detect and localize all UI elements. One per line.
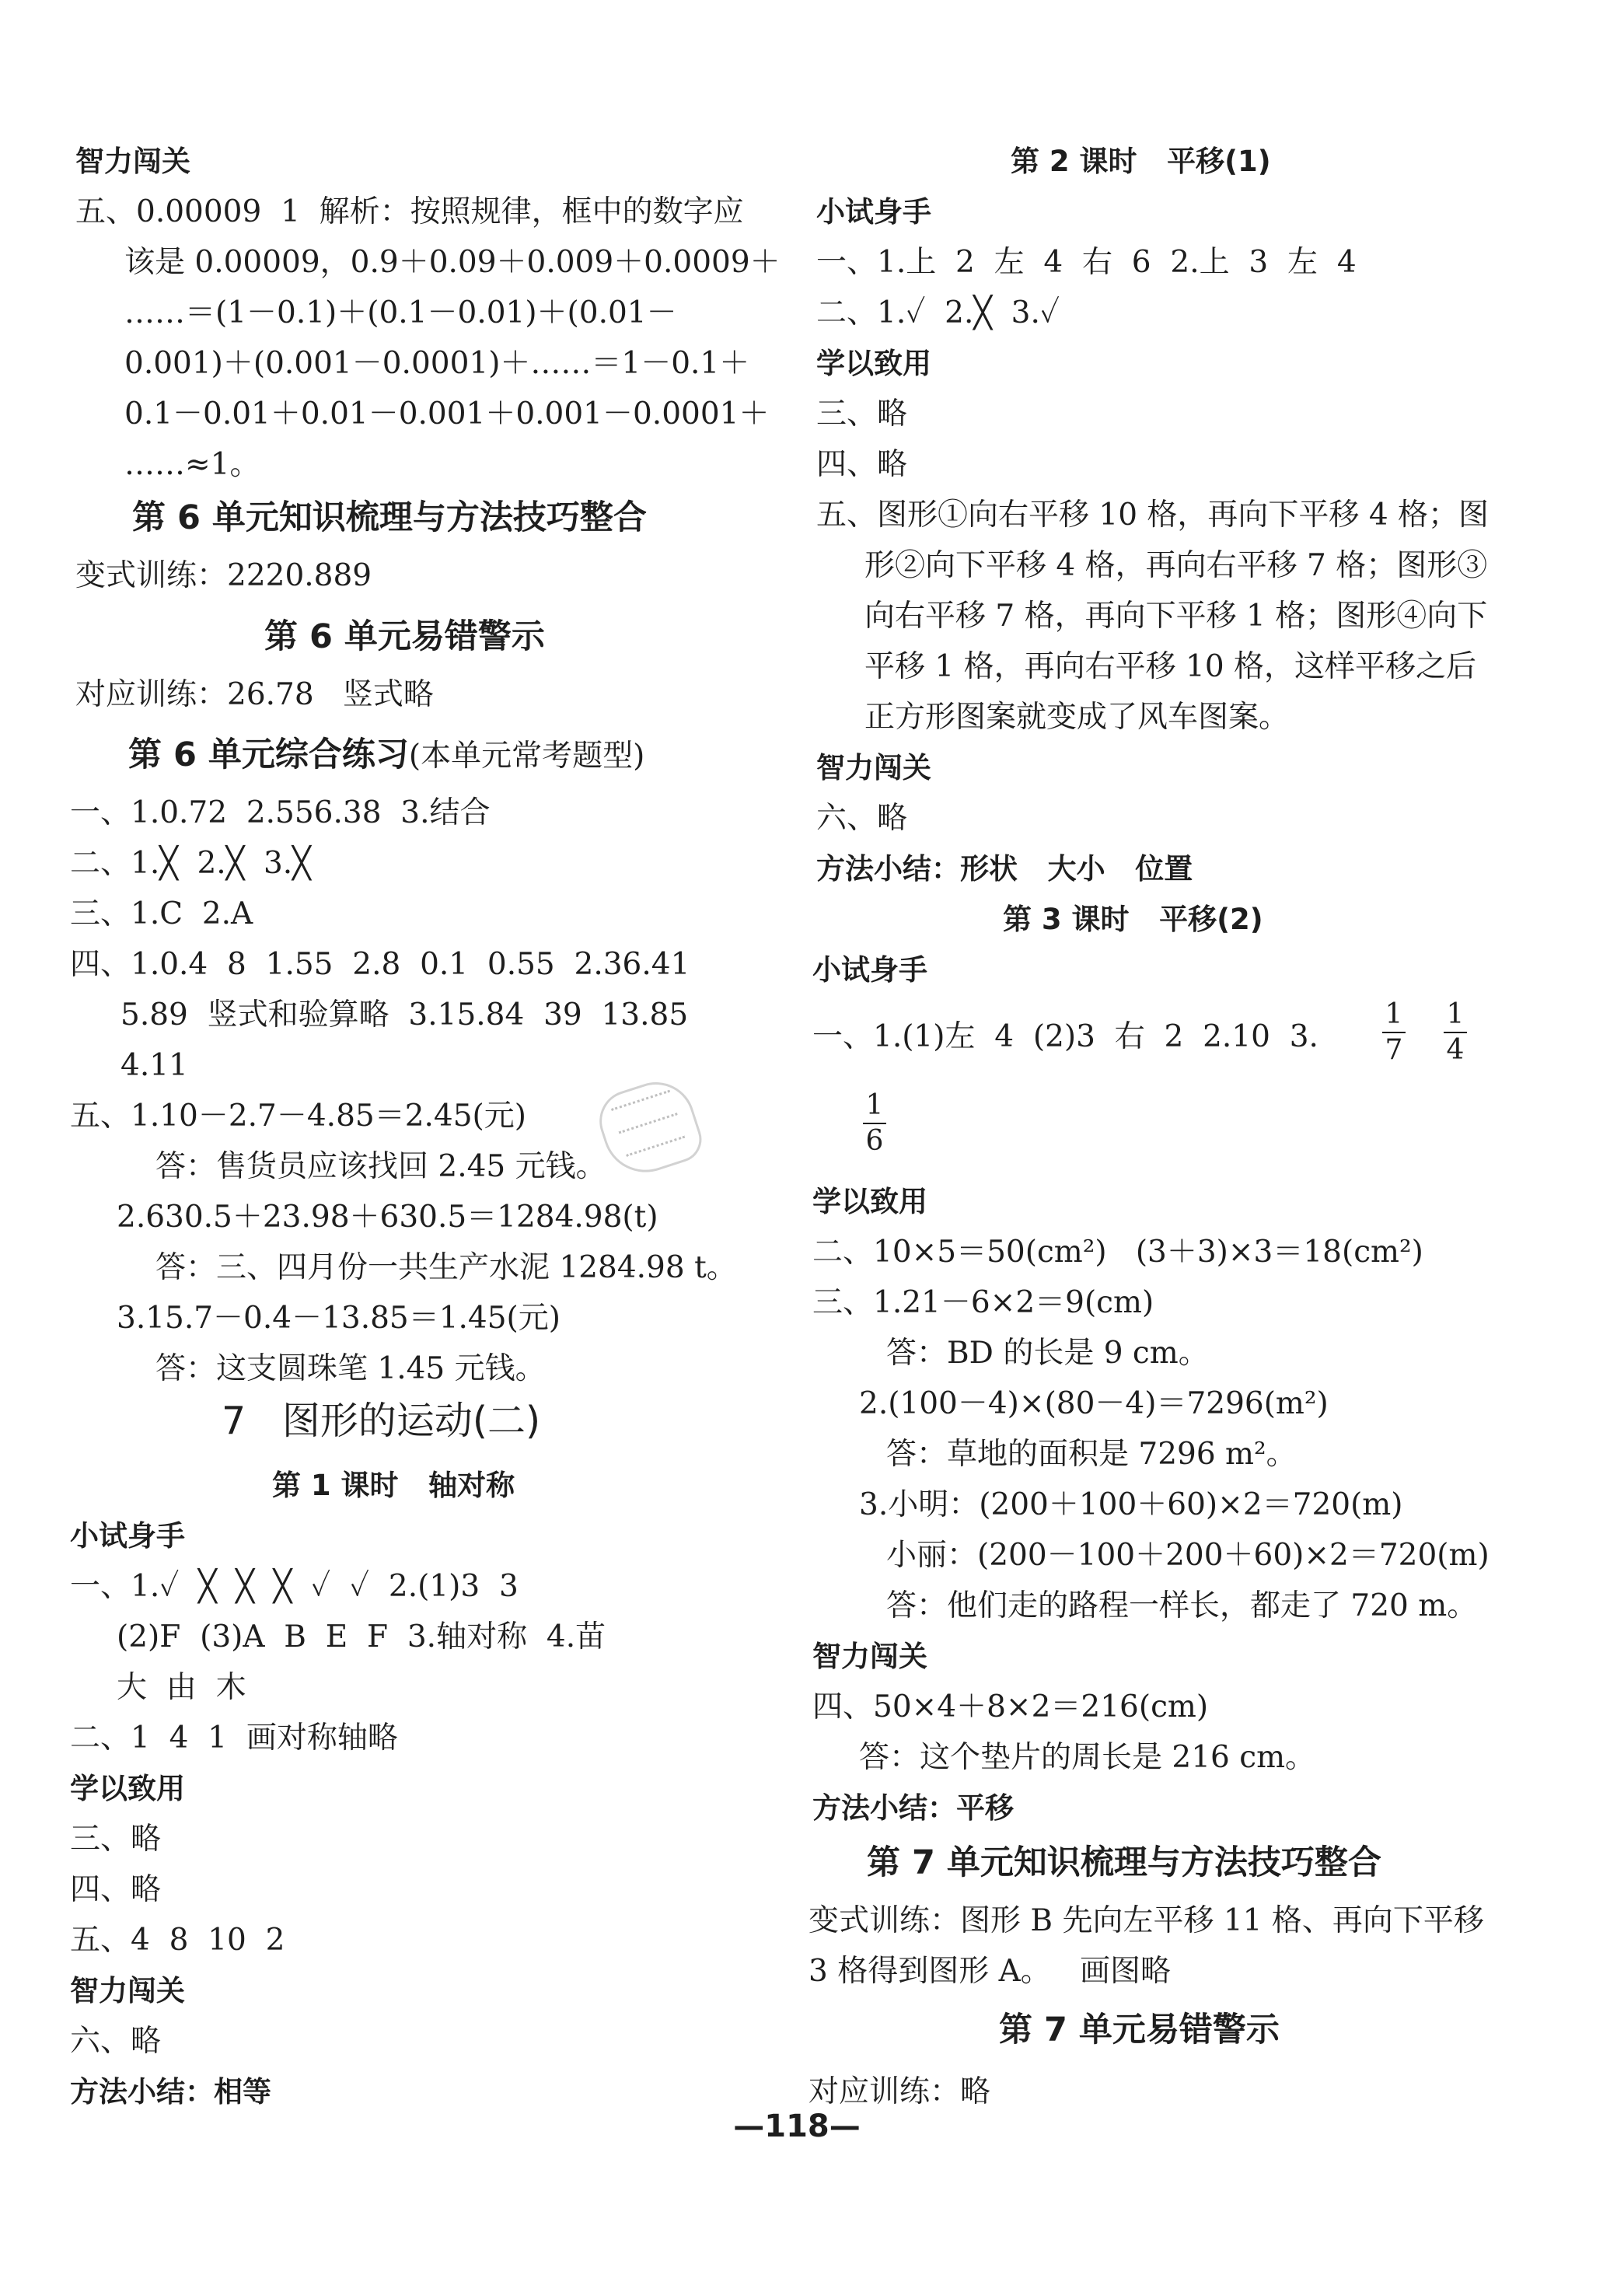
answer-line: 答：BD 的长是 9 cm。 <box>886 1336 1209 1371</box>
fraction-denominator: 6 <box>865 1125 884 1157</box>
section-heading: 小试身手 <box>812 953 927 987</box>
fraction-numerator: 1 <box>1446 998 1465 1030</box>
answer-line: 四、1.0.4 8 1.55 2.8 0.1 0.55 2.36.41 <box>70 947 690 982</box>
lesson1-title: 第 1 课时 轴对称 <box>272 1469 515 1502</box>
unit6-practice-title-row <box>128 735 644 778</box>
answer-line: 答：他们走的路程一样长，都走了 720 m。 <box>886 1588 1478 1623</box>
section-heading: 学以致用 <box>816 347 931 380</box>
answer-line: 五、4 8 10 2 <box>70 1923 285 1958</box>
answer-line: 答：这个垫片的周长是 216 cm。 <box>859 1740 1316 1775</box>
answer-line: 五、0.00009 1 解析：按照规律，框中的数字应 <box>75 194 744 229</box>
answer-line: 4.11 <box>120 1048 188 1083</box>
answer-line: 答：草地的面积是 7296 m²。 <box>886 1437 1297 1472</box>
answer-line: 六、略 <box>816 801 908 836</box>
answer-line: 正方形图案就变成了风车图案。 <box>864 700 1290 735</box>
section-heading: 学以致用 <box>70 1772 185 1805</box>
answer-line: 该是 0.00009，0.9＋0.09＋0.009＋0.0009＋ <box>124 245 781 280</box>
fraction-numerator: 1 <box>865 1089 884 1121</box>
fraction-one-seventh <box>1378 998 1409 1067</box>
answer-line: 答：这支圆珠笔 1.45 元钱。 <box>155 1351 546 1386</box>
answer-line: 三、略 <box>70 1822 162 1857</box>
section-heading: 智力闯关 <box>816 751 931 784</box>
unit6-warning-title: 第 6 单元易错警示 <box>264 617 545 656</box>
answer-line: 四、50×4＋8×2＝216(cm) <box>812 1689 1209 1724</box>
answer-line: 五、1.10－2.7－4.85＝2.45(元) <box>70 1099 526 1134</box>
lesson3-title: 第 3 课时 平移(2) <box>1003 903 1263 936</box>
stamp-line <box>626 1136 688 1168</box>
answer-line: 变式训练：2220.889 <box>75 558 372 593</box>
answer-line: 2.(100－4)×(80－4)＝7296(m²) <box>859 1386 1329 1421</box>
fraction-denominator: 4 <box>1446 1034 1465 1066</box>
stamp-mark <box>592 1072 707 1183</box>
unit6-practice-subtitle: (本单元常考题型) <box>408 739 645 774</box>
answer-line: ……≈1。 <box>124 447 260 482</box>
fraction-one-fourth <box>1440 998 1471 1067</box>
answer-line: 形②向下平移 4 格，再向右平移 7 格；图形③ <box>864 548 1488 583</box>
page-number: —118— <box>733 2109 861 2144</box>
answer-line: 三、1.21－6×2＝9(cm) <box>812 1285 1154 1320</box>
fraction-denominator: 7 <box>1385 1034 1403 1066</box>
answer-line: 五、图形①向右平移 10 格，再向下平移 4 格；图 <box>816 498 1490 533</box>
answer-line: 3 格得到图形 A。 画图略 <box>809 1954 1171 1989</box>
answer-line: 0.1－0.01＋0.01－0.001＋0.001－0.0001＋ <box>124 397 770 431</box>
unit7-warning-title: 第 7 单元易错警示 <box>999 2011 1280 2049</box>
answer-line: 二、1.✓ 2.╳ 3.✓ <box>816 295 1060 330</box>
answer-line: 大 由 木 <box>117 1670 246 1705</box>
answer-line: 变式训练：图形 B 先向左平移 11 格、再向下平移 <box>809 1903 1484 1938</box>
answer-line: 3.15.7－0.4－13.85＝1.45(元) <box>117 1301 561 1336</box>
answer-line: 二、1 4 1 画对称轴略 <box>70 1721 398 1756</box>
answer-line: 3.小明：(200＋100＋60)×2＝720(m) <box>859 1487 1403 1522</box>
answer-line: 答：三、四月份一共生产水泥 1284.98 t。 <box>155 1250 737 1285</box>
answer-line: 0.001)＋(0.001－0.0001)＋……＝1－0.1＋ <box>124 346 750 381</box>
answer-line: 向右平移 7 格，再向下平移 1 格；图形④向下 <box>864 599 1488 634</box>
answer-line: 一、1.(1)左 4 (2)3 右 2 2.10 3. <box>812 1019 1318 1054</box>
section-heading: 小试身手 <box>70 1519 185 1553</box>
answer-line: 对应训练：略 <box>809 2074 991 2109</box>
unit6-review-title: 第 6 单元知识梳理与方法技巧整合 <box>132 498 647 537</box>
unit7-review-title: 第 7 单元知识梳理与方法技巧整合 <box>867 1843 1381 1882</box>
answer-line: 二、1.╳ 2.╳ 3.╳ <box>70 846 311 881</box>
chapter-title: 7 图形的运动(二) <box>222 1399 541 1443</box>
unit6-practice-title: 第 6 单元综合练习 <box>128 735 409 774</box>
answer-line: 四、略 <box>70 1872 162 1907</box>
answer-line: 二、10×5＝50(cm²) (3＋3)×3＝18(cm²) <box>812 1235 1423 1270</box>
answer-line: 三、略 <box>816 397 908 431</box>
fraction-one-sixth <box>859 1088 890 1158</box>
answer-line: 四、略 <box>816 447 908 482</box>
lesson2-title: 第 2 课时 平移(1) <box>1011 145 1271 178</box>
answer-line: 一、1.✓ ╳ ╳ ╳ ✓ ✓ 2.(1)3 3 <box>70 1569 519 1604</box>
section-heading: 方法小结：相等 <box>70 2075 271 2109</box>
answer-line: 小丽：(200－100＋200＋60)×2＝720(m) <box>886 1538 1490 1573</box>
answer-line: ……＝(1－0.1)＋(0.1－0.01)＋(0.01－ <box>124 295 677 330</box>
fraction-numerator: 1 <box>1385 998 1403 1030</box>
section-heading-zhili: 智力闯关 <box>75 145 190 178</box>
answer-line: 平移 1 格，再向右平移 10 格，这样平移之后 <box>864 649 1477 684</box>
section-heading: 小试身手 <box>816 195 931 229</box>
answer-line: (2)F (3)A B E F 3.轴对称 4.苗 <box>117 1619 606 1654</box>
answer-line: 5.89 竖式和验算略 3.15.84 39 13.85 <box>120 998 689 1032</box>
section-heading: 方法小结：形状 大小 位置 <box>816 852 1193 886</box>
answer-line: 三、1.C 2.A <box>70 896 253 931</box>
section-heading: 智力闯关 <box>812 1640 927 1673</box>
answer-line: 对应训练：26.78 竖式略 <box>75 677 434 712</box>
answer-line: 2.630.5＋23.98＋630.5＝1284.98(t) <box>117 1200 658 1235</box>
answer-line: 一、1.0.72 2.556.38 3.结合 <box>70 795 491 830</box>
answer-line: 一、1.上 2 左 4 右 6 2.上 3 左 4 <box>816 245 1357 280</box>
section-heading: 方法小结：平移 <box>812 1791 1014 1825</box>
answer-line: 答：售货员应该找回 2.45 元钱。 <box>155 1149 606 1184</box>
section-heading: 智力闯关 <box>70 1974 185 2007</box>
section-heading: 学以致用 <box>812 1185 927 1218</box>
answer-line: 六、略 <box>70 2024 162 2059</box>
